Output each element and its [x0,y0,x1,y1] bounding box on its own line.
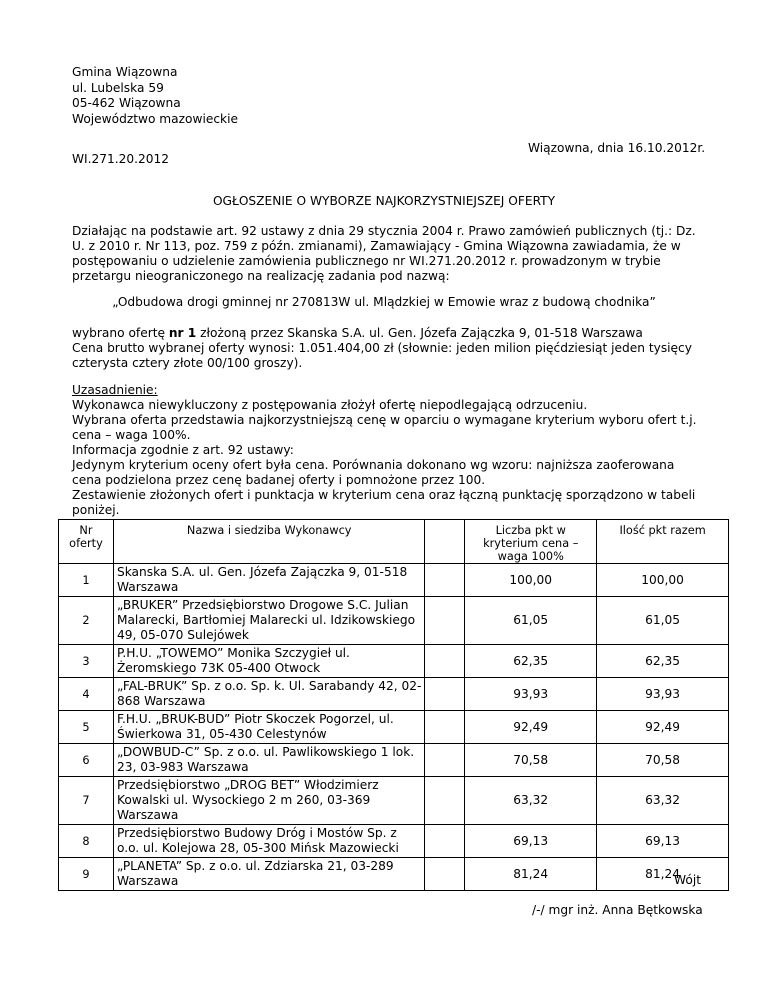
cell-total: 61,05 [597,597,729,645]
column-gap [425,645,465,678]
cell-name: „PLANETA” Sp. z o.o. ul. Zdziarska 21, 03-289 Warszawa [113,858,424,891]
justification-line: Wybrana oferta przedstawia najkorzystniejszą cenę w oparciu o wymagane kryterium wyboru ofert t.j. cena – waga 100%. [72,413,697,442]
column-gap [425,678,465,711]
winner-price: Cena brutto wybranej oferty wynosi: 1.051.404,00 zł (słownie: jeden milion pięćdziesiąt jeden tysięcy czterysta cztery złote 00/100 groszy). [72,341,692,370]
cell-total: 81,24 [597,858,729,891]
cell-nr: 5 [59,711,114,744]
cell-name: „BRUKER” Przedsiębiorstwo Drogowe S.C. Julian Malarecki, Bartłomiej Malarecki ul. Idzikowskiego 49, 05-070 Sulejówek [113,597,424,645]
justification-line: Wykonawca niewykluczony z postępowania złożył ofertę niepodlegającą odrzuceniu. [72,398,588,412]
cell-points: 69,13 [465,825,597,858]
col-header-name: Nazwa i siedziba Wykonawcy [113,520,424,564]
table-row [59,825,729,858]
address-line: ul. Lubelska 59 [72,80,164,95]
cell-name: Przedsiębiorstwo „DROG BET” Włodzimierz Kowalski ul. Wysockiego 2 m 260, 03-369 Warszawa [113,777,424,825]
col-header-nr: Nr oferty [59,520,114,564]
winner-prefix: wybrano ofertę [72,326,169,340]
cell-total: 92,49 [597,711,729,744]
contract-subject: „Odbudowa drogi gminnej nr 270813W ul. Mlądzkiej w Emowie wraz z budową chodnika” [112,295,656,309]
col-header-total: Ilość pkt razem [597,520,729,564]
col-header-points: Liczba pkt w kryterium cena – waga 100% [465,520,597,564]
table-row [59,858,729,891]
column-gap [425,777,465,825]
cell-points: 62,35 [465,645,597,678]
offers-table [58,519,729,891]
column-gap [425,520,465,564]
place-date: Wiązowna, dnia 16.10.2012r. [528,141,706,155]
table-row [59,645,729,678]
cell-points: 81,24 [465,858,597,891]
table-row [59,777,729,825]
cell-nr: 6 [59,744,114,777]
address-line: Województwo mazowieckie [72,111,239,126]
cell-points: 93,93 [465,678,597,711]
column-gap [425,711,465,744]
cell-points: 63,32 [465,777,597,825]
cell-name: „DOWBUD-C” Sp. z o.o. ul. Pawlikowskiego 1 lok. 23, 03-983 Warszawa [113,744,424,777]
cell-total: 63,32 [597,777,729,825]
cell-nr: 9 [59,858,114,891]
cell-total: 70,58 [597,744,729,777]
cell-nr: 7 [59,777,114,825]
winner-offer-number: nr 1 [168,326,197,340]
column-gap [425,597,465,645]
cell-name: Skanska S.A. ul. Gen. Józefa Zajączka 9, 01-518 Warszawa [113,564,424,597]
cell-name: Przedsiębiorstwo Budowy Dróg i Mostów Sp. z o.o. ul. Kolejowa 28, 05-300 Mińsk Mazowiecki [113,825,424,858]
table-header-row [59,520,729,564]
cell-nr: 4 [59,678,114,711]
winner-line [72,326,702,341]
cell-total: 69,13 [597,825,729,858]
justification-line: Informacja zgodnie z art. 92 ustawy: [72,443,294,457]
signature-role: Wójt [674,873,701,887]
address-line: 05-462 Wiązowna [72,96,181,110]
column-gap [425,744,465,777]
column-gap [425,858,465,891]
intro-paragraph: Działając na podstawie art. 92 ustawy z dnia 29 stycznia 2004 r. Prawo zamówień publicznych (tj.: Dz. U. z 2010 r. Nr 113, poz. 759 z późn. zmianami), Zamawiający - Gmina Wiązowna zawiadamia, że w postępowaniu o udzielenie zamówienia publicznego nr WI.271.20.2012 r. prowadzonym w trybie przetargu nieograniczonego na realizację zadania pod nazwą: [72,224,696,283]
column-gap [425,825,465,858]
cell-name: P.H.U. „TOWEMO” Monika Szczygieł ul. Żeromskiego 73K 05-400 Otwock [113,645,424,678]
table-row [59,564,729,597]
winner-section [72,326,702,371]
cell-nr: 3 [59,645,114,678]
table-row [59,678,729,711]
cell-points: 70,58 [465,744,597,777]
cell-name: F.H.U. „BRUK-BUD” Piotr Skoczek Pogorzel, ul. Świerkowa 31, 05-430 Celestynów [113,711,424,744]
sender-address [72,65,238,127]
justification-heading: Uzasadnienie: [72,383,158,397]
column-gap [425,564,465,597]
table-row [59,744,729,777]
cell-points: 61,05 [465,597,597,645]
table-row [59,711,729,744]
winner-suffix: złożoną przez Skanska S.A. ul. Gen. Józefa Zajączka 9, 01-518 Warszawa [196,326,643,340]
signature-name: /-/ mgr inż. Anna Bętkowska [532,903,703,917]
cell-points: 92,49 [465,711,597,744]
table-row [59,597,729,645]
cell-total: 62,35 [597,645,729,678]
justification-section [72,383,702,518]
address-line: Gmina Wiązowna [72,65,178,79]
cell-nr: 2 [59,597,114,645]
cell-name: „FAL-BRUK” Sp. z o.o. Sp. k. Ul. Sarabandy 42, 02-868 Warszawa [113,678,424,711]
cell-total: 93,93 [597,678,729,711]
cell-nr: 1 [59,564,114,597]
justification-line: Zestawienie złożonych ofert i punktacja w kryterium cena oraz łączną punktację sporządzono w tabeli poniżej. [72,488,696,517]
cell-points: 100,00 [465,564,597,597]
document-title: OGŁOSZENIE O WYBORZE NAJKORZYSTNIEJSZEJ OFERTY [212,194,556,208]
reference-number: WI.271.20.2012 [72,152,170,166]
cell-nr: 8 [59,825,114,858]
justification-line: Jedynym kryterium oceny ofert była cena. Porównania dokonano wg wzoru: najniższa zaoferowana cena podzielona przez cenę badanej oferty i pomnożone przez 100. [72,458,675,487]
cell-total: 100,00 [597,564,729,597]
